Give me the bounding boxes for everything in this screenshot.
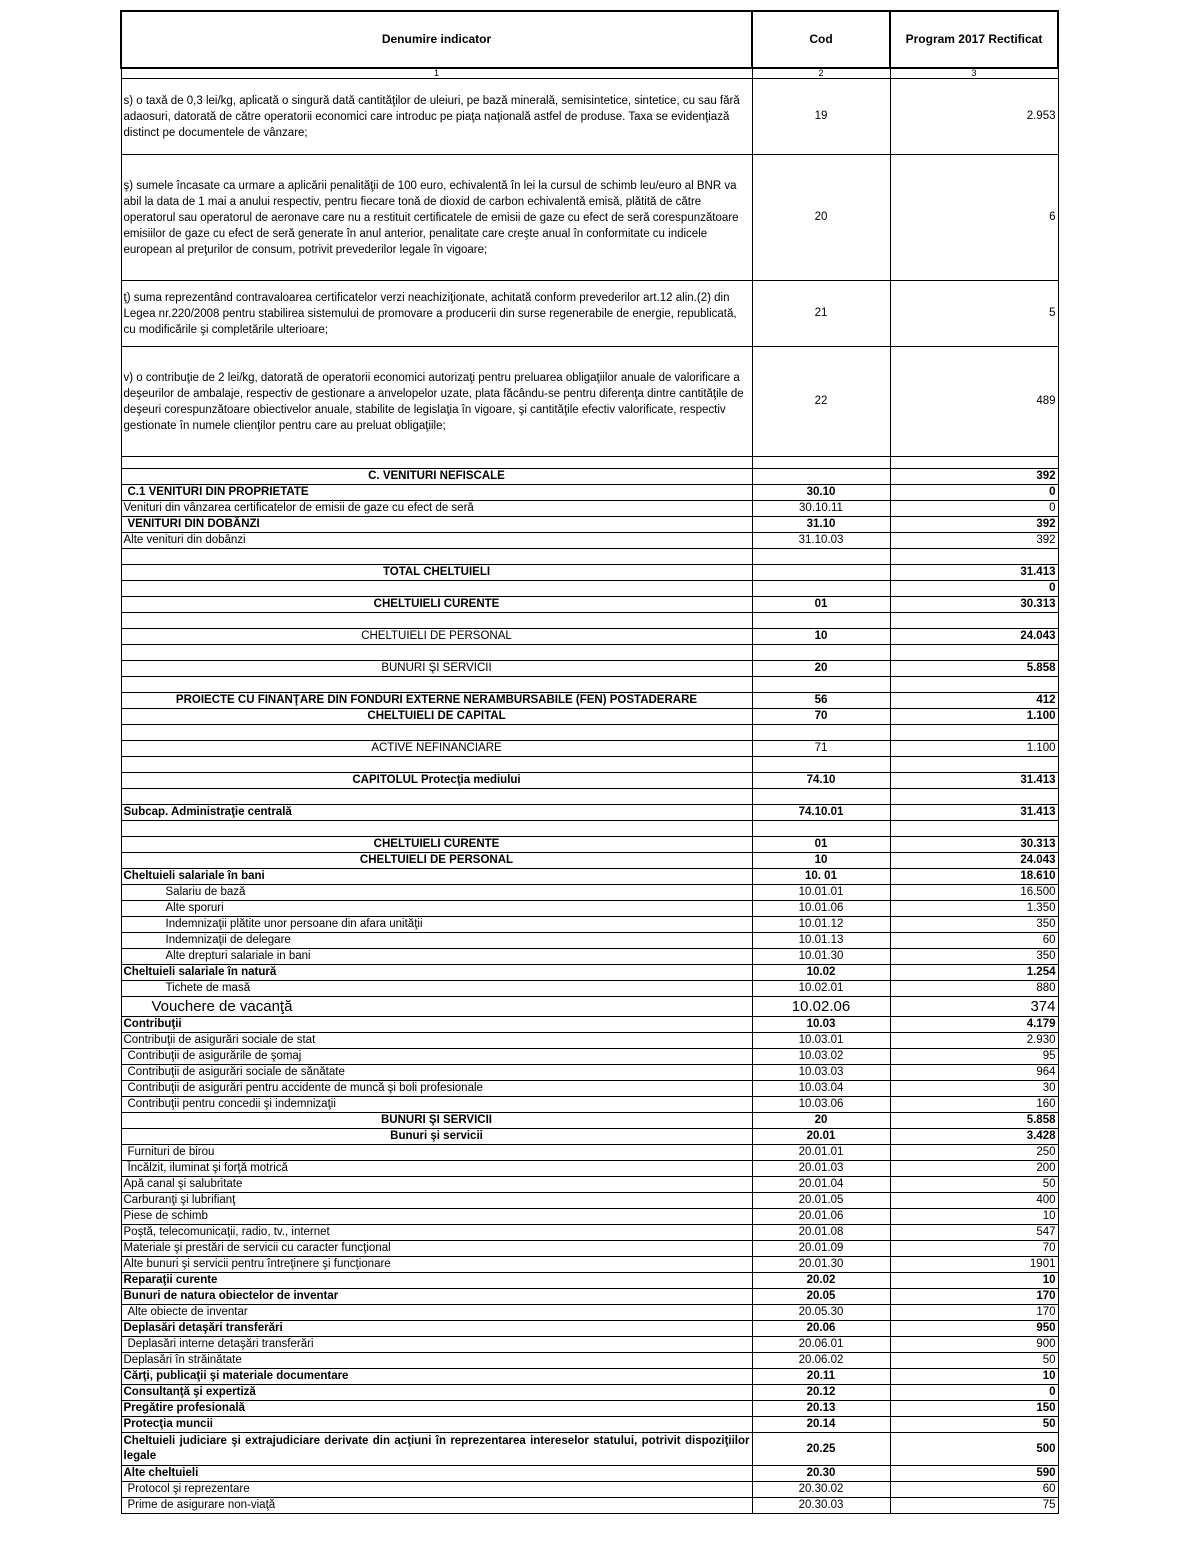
indicator-cell — [121, 789, 752, 805]
code-cell: 10.01.12 — [752, 917, 890, 933]
code-cell: 20 — [752, 155, 890, 281]
indicator-cell: Subcap. Administraţie centrală — [121, 805, 752, 821]
table-row — [121, 725, 1058, 741]
code-cell: 20.05.30 — [752, 1305, 890, 1321]
code-cell: 20.30 — [752, 1466, 890, 1482]
code-cell: 56 — [752, 693, 890, 709]
value-cell: 10 — [890, 1369, 1058, 1385]
table-row — [121, 457, 1058, 469]
value-cell — [890, 549, 1058, 565]
code-cell: 20.30.02 — [752, 1482, 890, 1498]
table-row — [121, 693, 1058, 709]
indicator-cell: Cărţi, publicaţii şi materiale documentare — [121, 1369, 752, 1385]
indicator-cell: BUNURI ŞI SERVICII — [121, 661, 752, 677]
code-cell: 20.01.06 — [752, 1209, 890, 1225]
indicator-cell: Deplasări interne detaşări transferări — [121, 1337, 752, 1353]
code-cell: 71 — [752, 741, 890, 757]
table-row — [121, 901, 1058, 917]
code-cell: 20.01.01 — [752, 1145, 890, 1161]
value-cell: 392 — [890, 533, 1058, 549]
code-cell: 31.10 — [752, 517, 890, 533]
indicator-cell: Cheltuieli salariale în bani — [121, 869, 752, 885]
indicator-cell — [121, 457, 752, 469]
value-cell: 2.930 — [890, 1033, 1058, 1049]
value-cell: 500 — [890, 1433, 1058, 1466]
value-cell: 75 — [890, 1498, 1058, 1514]
value-cell: 50 — [890, 1353, 1058, 1369]
column-number-row — [121, 68, 1058, 79]
indicator-cell: CHELTUIELI DE PERSONAL — [121, 853, 752, 869]
code-cell: 10.02 — [752, 965, 890, 981]
value-cell: 150 — [890, 1401, 1058, 1417]
table-row — [121, 1433, 1058, 1466]
table-row — [121, 677, 1058, 693]
indicator-cell: Cheltuieli judiciare şi extrajudiciare derivate din acţiuni în reprezentarea intereselor statului, potrivit dispoziţiilor legale — [121, 1433, 752, 1466]
value-cell: 5 — [890, 281, 1058, 347]
value-cell: 70 — [890, 1241, 1058, 1257]
column-number-1: 1 — [121, 68, 752, 79]
value-cell: 0 — [890, 581, 1058, 597]
code-cell: 10.03.06 — [752, 1097, 890, 1113]
table-row — [121, 581, 1058, 597]
value-cell: 60 — [890, 1482, 1058, 1498]
table-row — [121, 757, 1058, 773]
indicator-cell: Vouchere de vacanţă — [121, 997, 752, 1017]
indicator-cell: v) o contribuţie de 2 lei/kg, datorată de operatorii economici autorizaţi pentru preluarea obligaţiilor anuale de valorificare a deşeurilor de ambalaje, respectiv de gestionare a anvelopelor uzate, plata făcându-se pentru diferenţa dintre cantităţile de deşeuri corespunzătoare obiectivelor anuale, stabilite de legislaţia în vigoare, şi cantităţile efectiv valorificate, respectiv gestionate în numele clienţilor pentru care au preluat obligaţiile; — [121, 347, 752, 457]
table-row — [121, 869, 1058, 885]
indicator-cell: Protecţia muncii — [121, 1417, 752, 1433]
indicator-cell: Alte venituri din dobânzi — [121, 533, 752, 549]
value-cell: 964 — [890, 1065, 1058, 1081]
indicator-cell: Venituri din vânzarea certificatelor de emisii de gaze cu efect de seră — [121, 501, 752, 517]
code-cell: 20.13 — [752, 1401, 890, 1417]
indicator-cell: ş) sumele încasate ca urmare a aplicării penalităţii de 100 euro, echivalentă în lei la cursul de schimb leu/euro al BNR va abil la data de 1 mai a anului respectiv, pentru fiecare tonă de dioxid de carbon echivalentă emisă, plătită de către operatorul sau operatorul de aeronave care nu a restituit certificatele de emisii de gaze cu efect de seră corespunzătoare emisiilor de gaze cu efect de seră generate în anul anterior, penalitate care creşte anual în conformitate cu indicele european al preţurilor de consum, potrivit prevederilor legale în vigoare; — [121, 155, 752, 281]
code-cell: 10. 01 — [752, 869, 890, 885]
indicator-cell — [121, 821, 752, 837]
value-cell — [890, 789, 1058, 805]
table-row — [121, 789, 1058, 805]
value-cell: 6 — [890, 155, 1058, 281]
indicator-cell: Bunuri de natura obiectelor de inventar — [121, 1289, 752, 1305]
indicator-cell: Alte drepturi salariale in bani — [121, 949, 752, 965]
value-cell: 392 — [890, 469, 1058, 485]
value-cell: 31.413 — [890, 565, 1058, 581]
code-cell: 19 — [752, 79, 890, 155]
indicator-cell: Salariu de bază — [121, 885, 752, 901]
indicator-cell: Pregătire profesională — [121, 1401, 752, 1417]
value-cell: 2.953 — [890, 79, 1058, 155]
indicator-cell: Alte cheltuieli — [121, 1466, 752, 1482]
value-cell — [890, 757, 1058, 773]
table-row — [121, 1257, 1058, 1273]
value-cell: 4.179 — [890, 1017, 1058, 1033]
indicator-cell: TOTAL CHELTUIELI — [121, 565, 752, 581]
table-row — [121, 155, 1058, 281]
code-cell: 20.01.30 — [752, 1257, 890, 1273]
table-row — [121, 1241, 1058, 1257]
value-cell: 24.043 — [890, 629, 1058, 645]
code-cell: 20.11 — [752, 1369, 890, 1385]
code-cell: 10.03.03 — [752, 1065, 890, 1081]
table-row — [121, 1161, 1058, 1177]
code-cell: 10.01.13 — [752, 933, 890, 949]
indicator-cell: Bunuri şi servicii — [121, 1129, 752, 1145]
code-cell: 10.03.01 — [752, 1033, 890, 1049]
code-cell: 20.06 — [752, 1321, 890, 1337]
code-cell — [752, 821, 890, 837]
value-cell: 0 — [890, 501, 1058, 517]
table-row — [121, 1321, 1058, 1337]
indicator-cell: Alte sporuri — [121, 901, 752, 917]
value-cell: 374 — [890, 997, 1058, 1017]
indicator-cell — [121, 757, 752, 773]
code-cell: 31.10.03 — [752, 533, 890, 549]
indicator-cell: CHELTUIELI CURENTE — [121, 837, 752, 853]
code-cell — [752, 789, 890, 805]
indicator-cell: Alte obiecte de inventar — [121, 1305, 752, 1321]
indicator-cell: Contribuţii de asigurări sociale de stat — [121, 1033, 752, 1049]
code-cell: 20.05 — [752, 1289, 890, 1305]
code-cell: 20.14 — [752, 1417, 890, 1433]
value-cell: 30 — [890, 1081, 1058, 1097]
code-cell: 20 — [752, 1113, 890, 1129]
table-row — [121, 1209, 1058, 1225]
code-cell: 10.03.02 — [752, 1049, 890, 1065]
code-cell: 21 — [752, 281, 890, 347]
indicator-cell: Consultanţă şi expertiză — [121, 1385, 752, 1401]
code-cell — [752, 613, 890, 629]
indicator-cell: Contribuţii — [121, 1017, 752, 1033]
code-cell — [752, 645, 890, 661]
code-cell — [752, 757, 890, 773]
indicator-cell: VENITURI DIN DOBÂNZI — [121, 517, 752, 533]
value-cell: 489 — [890, 347, 1058, 457]
value-cell: 1901 — [890, 1257, 1058, 1273]
value-cell: 350 — [890, 917, 1058, 933]
value-cell: 392 — [890, 517, 1058, 533]
header-row — [121, 11, 1058, 68]
code-cell: 01 — [752, 597, 890, 613]
indicator-cell: Prime de asigurare non-viaţă — [121, 1498, 752, 1514]
table-row — [121, 853, 1058, 869]
table-row — [121, 1289, 1058, 1305]
table-row — [121, 741, 1058, 757]
value-cell: 16.500 — [890, 885, 1058, 901]
code-cell: 01 — [752, 837, 890, 853]
table-row — [121, 1145, 1058, 1161]
value-cell: 170 — [890, 1305, 1058, 1321]
table-row — [121, 1385, 1058, 1401]
code-cell: 20.06.01 — [752, 1337, 890, 1353]
value-cell: 1.100 — [890, 741, 1058, 757]
table-row — [121, 613, 1058, 629]
code-cell — [752, 469, 890, 485]
table-row — [121, 1353, 1058, 1369]
table-row — [121, 885, 1058, 901]
column-number-3: 3 — [890, 68, 1058, 79]
indicator-cell: Tichete de masă — [121, 981, 752, 997]
value-cell: 30.313 — [890, 597, 1058, 613]
table-row — [121, 1177, 1058, 1193]
indicator-cell: Materiale şi prestări de servicii cu caracter funcţional — [121, 1241, 752, 1257]
value-cell: 1.350 — [890, 901, 1058, 917]
code-cell: 20.01 — [752, 1129, 890, 1145]
code-cell: 20.01.08 — [752, 1225, 890, 1241]
code-cell — [752, 549, 890, 565]
table-row — [121, 501, 1058, 517]
value-cell: 170 — [890, 1289, 1058, 1305]
table-row — [121, 1417, 1058, 1433]
table-row — [121, 347, 1058, 457]
code-cell — [752, 581, 890, 597]
indicator-cell: Încălzit, iluminat şi forţă motrică — [121, 1161, 752, 1177]
indicator-cell: Carburanţi şi lubrifianţ — [121, 1193, 752, 1209]
indicator-cell: C. VENITURI NEFISCALE — [121, 469, 752, 485]
value-cell: 350 — [890, 949, 1058, 965]
indicator-cell — [121, 581, 752, 597]
table-row — [121, 1305, 1058, 1321]
table-row — [121, 1017, 1058, 1033]
indicator-cell: Deplasări detaşări transferări — [121, 1321, 752, 1337]
code-cell — [752, 677, 890, 693]
code-cell: 10.03 — [752, 1017, 890, 1033]
table-row — [121, 933, 1058, 949]
value-cell: 0 — [890, 485, 1058, 501]
indicator-cell: Cheltuieli salariale în natură — [121, 965, 752, 981]
indicator-cell: Contribuţii pentru concedii şi indemnizaţii — [121, 1097, 752, 1113]
code-cell: 20 — [752, 661, 890, 677]
value-cell — [890, 677, 1058, 693]
value-cell: 950 — [890, 1321, 1058, 1337]
table-row — [121, 997, 1058, 1017]
value-cell: 60 — [890, 933, 1058, 949]
indicator-cell: Deplasări în străinătate — [121, 1353, 752, 1369]
code-cell: 74.10.01 — [752, 805, 890, 821]
table-row — [121, 1033, 1058, 1049]
value-cell — [890, 645, 1058, 661]
code-cell: 20.01.03 — [752, 1161, 890, 1177]
code-cell — [752, 457, 890, 469]
table-row — [121, 629, 1058, 645]
table-row — [121, 485, 1058, 501]
table-row — [121, 517, 1058, 533]
table-row — [121, 1193, 1058, 1209]
indicator-cell — [121, 677, 752, 693]
indicator-cell: C.1 VENITURI DIN PROPRIETATE — [121, 485, 752, 501]
code-cell: 20.12 — [752, 1385, 890, 1401]
table-row — [121, 1113, 1058, 1129]
value-cell: 3.428 — [890, 1129, 1058, 1145]
code-cell: 10.01.01 — [752, 885, 890, 901]
indicator-cell: Poştă, telecomunicaţii, radio, tv., internet — [121, 1225, 752, 1241]
value-cell: 0 — [890, 1385, 1058, 1401]
value-cell: 880 — [890, 981, 1058, 997]
indicator-cell: CHELTUIELI DE PERSONAL — [121, 629, 752, 645]
table-row — [121, 773, 1058, 789]
value-cell: 547 — [890, 1225, 1058, 1241]
value-cell: 31.413 — [890, 805, 1058, 821]
table-row — [121, 1369, 1058, 1385]
indicator-cell — [121, 645, 752, 661]
header-program: Program 2017 Rectificat — [890, 11, 1058, 68]
value-cell: 900 — [890, 1337, 1058, 1353]
indicator-cell: CHELTUIELI DE CAPITAL — [121, 709, 752, 725]
table-row — [121, 597, 1058, 613]
indicator-cell: Protocol şi reprezentare — [121, 1482, 752, 1498]
indicator-cell — [121, 613, 752, 629]
value-cell: 10 — [890, 1209, 1058, 1225]
table-row — [121, 1129, 1058, 1145]
indicator-cell: Indemnizaţii de delegare — [121, 933, 752, 949]
budget-table — [120, 10, 1059, 1514]
indicator-cell: Contribuţii de asigurări sociale de sănătate — [121, 1065, 752, 1081]
value-cell: 590 — [890, 1466, 1058, 1482]
table-row — [121, 661, 1058, 677]
table-row — [121, 821, 1058, 837]
table-row — [121, 1401, 1058, 1417]
table-row — [121, 1273, 1058, 1289]
table-row — [121, 1466, 1058, 1482]
table-row — [121, 949, 1058, 965]
indicator-cell: Indemnizaţii plătite unor persoane din afara unităţii — [121, 917, 752, 933]
table-row — [121, 917, 1058, 933]
table-row — [121, 1049, 1058, 1065]
indicator-cell: Furnituri de birou — [121, 1145, 752, 1161]
code-cell: 20.01.05 — [752, 1193, 890, 1209]
column-number-2: 2 — [752, 68, 890, 79]
table-row — [121, 1225, 1058, 1241]
value-cell — [890, 821, 1058, 837]
code-cell — [752, 725, 890, 741]
value-cell: 95 — [890, 1049, 1058, 1065]
code-cell — [752, 565, 890, 581]
table-row — [121, 837, 1058, 853]
code-cell: 10.02.06 — [752, 997, 890, 1017]
indicator-cell: Contribuţii de asigurările de şomaj — [121, 1049, 752, 1065]
value-cell — [890, 613, 1058, 629]
indicator-cell: Contribuţii de asigurări pentru accidente de muncă şi boli profesionale — [121, 1081, 752, 1097]
value-cell: 50 — [890, 1417, 1058, 1433]
indicator-cell — [121, 549, 752, 565]
code-cell: 30.10 — [752, 485, 890, 501]
table-row — [121, 1081, 1058, 1097]
value-cell: 250 — [890, 1145, 1058, 1161]
code-cell: 20.01.04 — [752, 1177, 890, 1193]
indicator-cell: Alte bunuri şi servicii pentru întreţinere şi funcţionare — [121, 1257, 752, 1273]
code-cell: 20.06.02 — [752, 1353, 890, 1369]
value-cell: 5.858 — [890, 1113, 1058, 1129]
header-code: Cod — [752, 11, 890, 68]
value-cell: 412 — [890, 693, 1058, 709]
table-row — [121, 1337, 1058, 1353]
table-row — [121, 709, 1058, 725]
indicator-cell: Piese de schimb — [121, 1209, 752, 1225]
value-cell: 10 — [890, 1273, 1058, 1289]
table-row — [121, 1498, 1058, 1514]
value-cell: 50 — [890, 1177, 1058, 1193]
code-cell: 30.10.11 — [752, 501, 890, 517]
indicator-cell: Apă canal şi salubritate — [121, 1177, 752, 1193]
code-cell: 70 — [752, 709, 890, 725]
indicator-cell: BUNURI ŞI SERVICII — [121, 1113, 752, 1129]
header-indicator: Denumire indicator — [121, 11, 752, 68]
code-cell: 20.25 — [752, 1433, 890, 1466]
code-cell: 10.01.30 — [752, 949, 890, 965]
value-cell: 5.858 — [890, 661, 1058, 677]
indicator-cell: PROIECTE CU FINANŢARE DIN FONDURI EXTERNE NERAMBURSABILE (FEN) POSTADERARE — [121, 693, 752, 709]
value-cell: 400 — [890, 1193, 1058, 1209]
table-row — [121, 565, 1058, 581]
value-cell: 24.043 — [890, 853, 1058, 869]
code-cell: 20.02 — [752, 1273, 890, 1289]
table-row — [121, 281, 1058, 347]
table-row — [121, 805, 1058, 821]
table-row — [121, 1065, 1058, 1081]
value-cell: 1.100 — [890, 709, 1058, 725]
indicator-cell: CHELTUIELI CURENTE — [121, 597, 752, 613]
code-cell: 74.10 — [752, 773, 890, 789]
table-row — [121, 645, 1058, 661]
value-cell: 30.313 — [890, 837, 1058, 853]
code-cell: 20.30.03 — [752, 1498, 890, 1514]
table-row — [121, 965, 1058, 981]
indicator-cell: ţ) suma reprezentând contravaloarea certificatelor verzi neachiziţionate, achitată conform prevederilor art.12 alin.(2) din Legea nr.220/2008 pentru stabilirea sistemului de promovare a producerii din surse regenerabile de energie, republicată, cu modificările şi completările ulterioare; — [121, 281, 752, 347]
indicator-cell: Reparaţii curente — [121, 1273, 752, 1289]
table-row — [121, 549, 1058, 565]
code-cell: 10.03.04 — [752, 1081, 890, 1097]
value-cell: 1.254 — [890, 965, 1058, 981]
table-row — [121, 469, 1058, 485]
table-row — [121, 533, 1058, 549]
code-cell: 10 — [752, 629, 890, 645]
table-row — [121, 79, 1058, 155]
code-cell: 10 — [752, 853, 890, 869]
table-row — [121, 1097, 1058, 1113]
indicator-cell — [121, 725, 752, 741]
indicator-cell: ACTIVE NEFINANCIARE — [121, 741, 752, 757]
indicator-cell: CAPITOLUL Protecţia mediului — [121, 773, 752, 789]
value-cell: 31.413 — [890, 773, 1058, 789]
code-cell: 10.01.06 — [752, 901, 890, 917]
indicator-cell: s) o taxă de 0,3 lei/kg, aplicată o singură dată cantităţilor de uleiuri, pe bază minerală, semisintetice, sintetice, cu sau fără adaosuri, datorată de către operatorii economici care introduc pe piaţa naţională astfel de produse. Taxa se evidenţiază distinct pe documentele de vânzare; — [121, 79, 752, 155]
value-cell: 160 — [890, 1097, 1058, 1113]
code-cell: 10.02.01 — [752, 981, 890, 997]
value-cell: 200 — [890, 1161, 1058, 1177]
value-cell: 18.610 — [890, 869, 1058, 885]
table-row — [121, 1482, 1058, 1498]
code-cell: 22 — [752, 347, 890, 457]
value-cell — [890, 457, 1058, 469]
code-cell: 20.01.09 — [752, 1241, 890, 1257]
value-cell — [890, 725, 1058, 741]
table-row — [121, 981, 1058, 997]
